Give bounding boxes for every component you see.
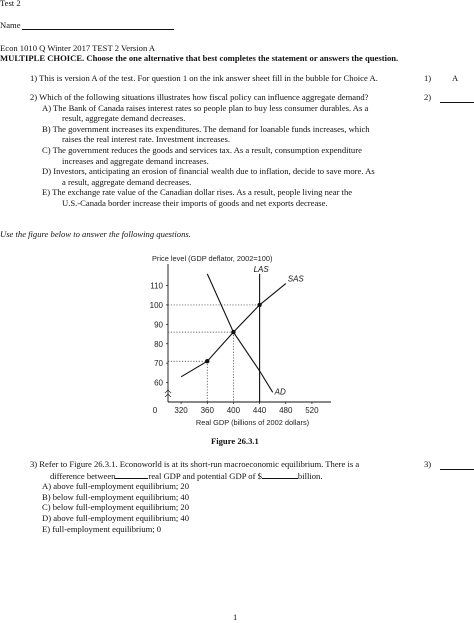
q2-option-b-cont: raises the real interest rate. Investment increases. — [62, 134, 230, 145]
q3-line2a: difference between — [50, 470, 116, 481]
q3-line2b: real GDP and potential GDP of $ — [148, 470, 262, 481]
name-label: Name — [0, 20, 21, 30]
figure-chart — [140, 252, 340, 434]
name-field[interactable] — [22, 29, 174, 30]
page-number: 1 — [233, 612, 238, 622]
test-label: Test 2 — [0, 0, 21, 8]
q2-option-a-cont: result, aggregate demand decreases. — [62, 113, 186, 124]
q3-line1: 3) Refer to Figure 26.3.1. Econoworld is at its short-run macroeconomic equilibrium. There is a — [30, 459, 360, 469]
question-1 — [30, 73, 410, 84]
series-label-las: LAS — [253, 264, 269, 274]
q2-option-e[interactable]: E) The exchange rate value of the Canadian dollar rises. As a result, people living near the — [42, 187, 353, 198]
q3-option-b[interactable]: B) below full-employment equilibrium; 40 — [42, 491, 190, 502]
q2-answer-blank[interactable] — [440, 102, 474, 103]
mc-instruction-text: Choose the one alternative that best completes the statement or answers the question. — [86, 53, 399, 63]
mc-heading: MULTIPLE CHOICE. — [0, 53, 85, 63]
q2-option-a[interactable]: A) The Bank of Canada raises interest rates so people plan to buy less consumer durables. As a — [42, 102, 369, 113]
y-tick-label: 90 — [154, 320, 163, 330]
q3-option-e[interactable]: E) full-employment equilibrium; 0 — [42, 523, 162, 534]
q2-option-c-cont: increases and aggregate demand increases. — [62, 155, 209, 166]
q3-option-c[interactable]: C) below full-employment equilibrium; 20 — [42, 502, 190, 513]
series-label-sas: SAS — [287, 274, 304, 284]
q1-number: 1) — [424, 73, 432, 83]
q2-number: 2) — [424, 92, 432, 102]
equilibrium-point — [231, 330, 235, 334]
y-tick-label: 60 — [154, 378, 163, 388]
x-tick-label: 520 — [305, 406, 319, 415]
y-tick-label: 70 — [154, 359, 163, 369]
series-ad — [207, 274, 272, 392]
mc-instructions — [0, 53, 398, 64]
y-tick-label: 110 — [150, 281, 163, 291]
q3-line2c: billion. — [297, 470, 323, 481]
x-axis-label: Real GDP (billions of 2002 dollars) — [195, 418, 310, 427]
q3-line2 — [30, 470, 410, 482]
q2-option-e-cont: U.S.-Canada border increase their imports of goods and net exports decrease. — [62, 197, 328, 208]
figure-instruction: Use the figure below to answer the following questions. — [0, 229, 191, 239]
series-label-ad: AD — [274, 387, 286, 397]
q2-option-b[interactable]: B) The government increases its expenditures. The demand for loanable funds increases, which — [42, 123, 370, 134]
y-axis-label: Price level (GDP deflator, 2002=100) — [152, 254, 273, 263]
q3-blank-1[interactable] — [115, 470, 148, 479]
equilibrium-point — [205, 359, 209, 363]
y-tick-label: 100 — [149, 300, 163, 310]
question-2 — [30, 92, 410, 209]
q2-option-d[interactable]: D) Investors, anticipating an erosion of financial wealth due to inflation, decide to save more. As — [42, 166, 375, 177]
q3-option-d[interactable]: D) above full-employment equilibrium; 40 — [42, 512, 190, 523]
y-tick-label: 80 — [154, 339, 163, 349]
q2-option-c[interactable]: C) The government reduces the goods and services tax. As a result, consumption expenditure — [42, 144, 362, 155]
course-line: Econ 1010 Q Winter 2017 TEST 2 Version A — [0, 43, 156, 53]
x-tick-label: 0 — [152, 406, 158, 415]
question-3 — [30, 459, 410, 534]
q2-option-d-cont: a result, aggregate demand decreases. — [62, 176, 192, 187]
q1-answer: A — [452, 73, 459, 83]
q2-stem: 2) Which of the following situations illustrates how fiscal policy can influence aggregate demand? — [30, 92, 369, 102]
x-tick-label: 320 — [174, 406, 188, 415]
x-tick-label: 400 — [226, 406, 241, 415]
q3-option-a[interactable]: A) above full-employment equilibrium; 20 — [42, 481, 190, 492]
x-tick-label: 440 — [252, 406, 267, 415]
figure-caption: Figure 26.3.1 — [211, 436, 259, 446]
q1-text: 1) This is version A of the test. For question 1 on the ink answer sheet fill in the bubble for Choice A. — [30, 73, 378, 83]
x-tick-label: 480 — [279, 406, 293, 415]
q3-number: 3) — [424, 459, 432, 469]
q3-blank-2[interactable] — [262, 470, 298, 479]
q3-answer-blank[interactable] — [440, 469, 474, 470]
x-tick-label: 360 — [200, 406, 214, 415]
equilibrium-point — [257, 303, 261, 307]
